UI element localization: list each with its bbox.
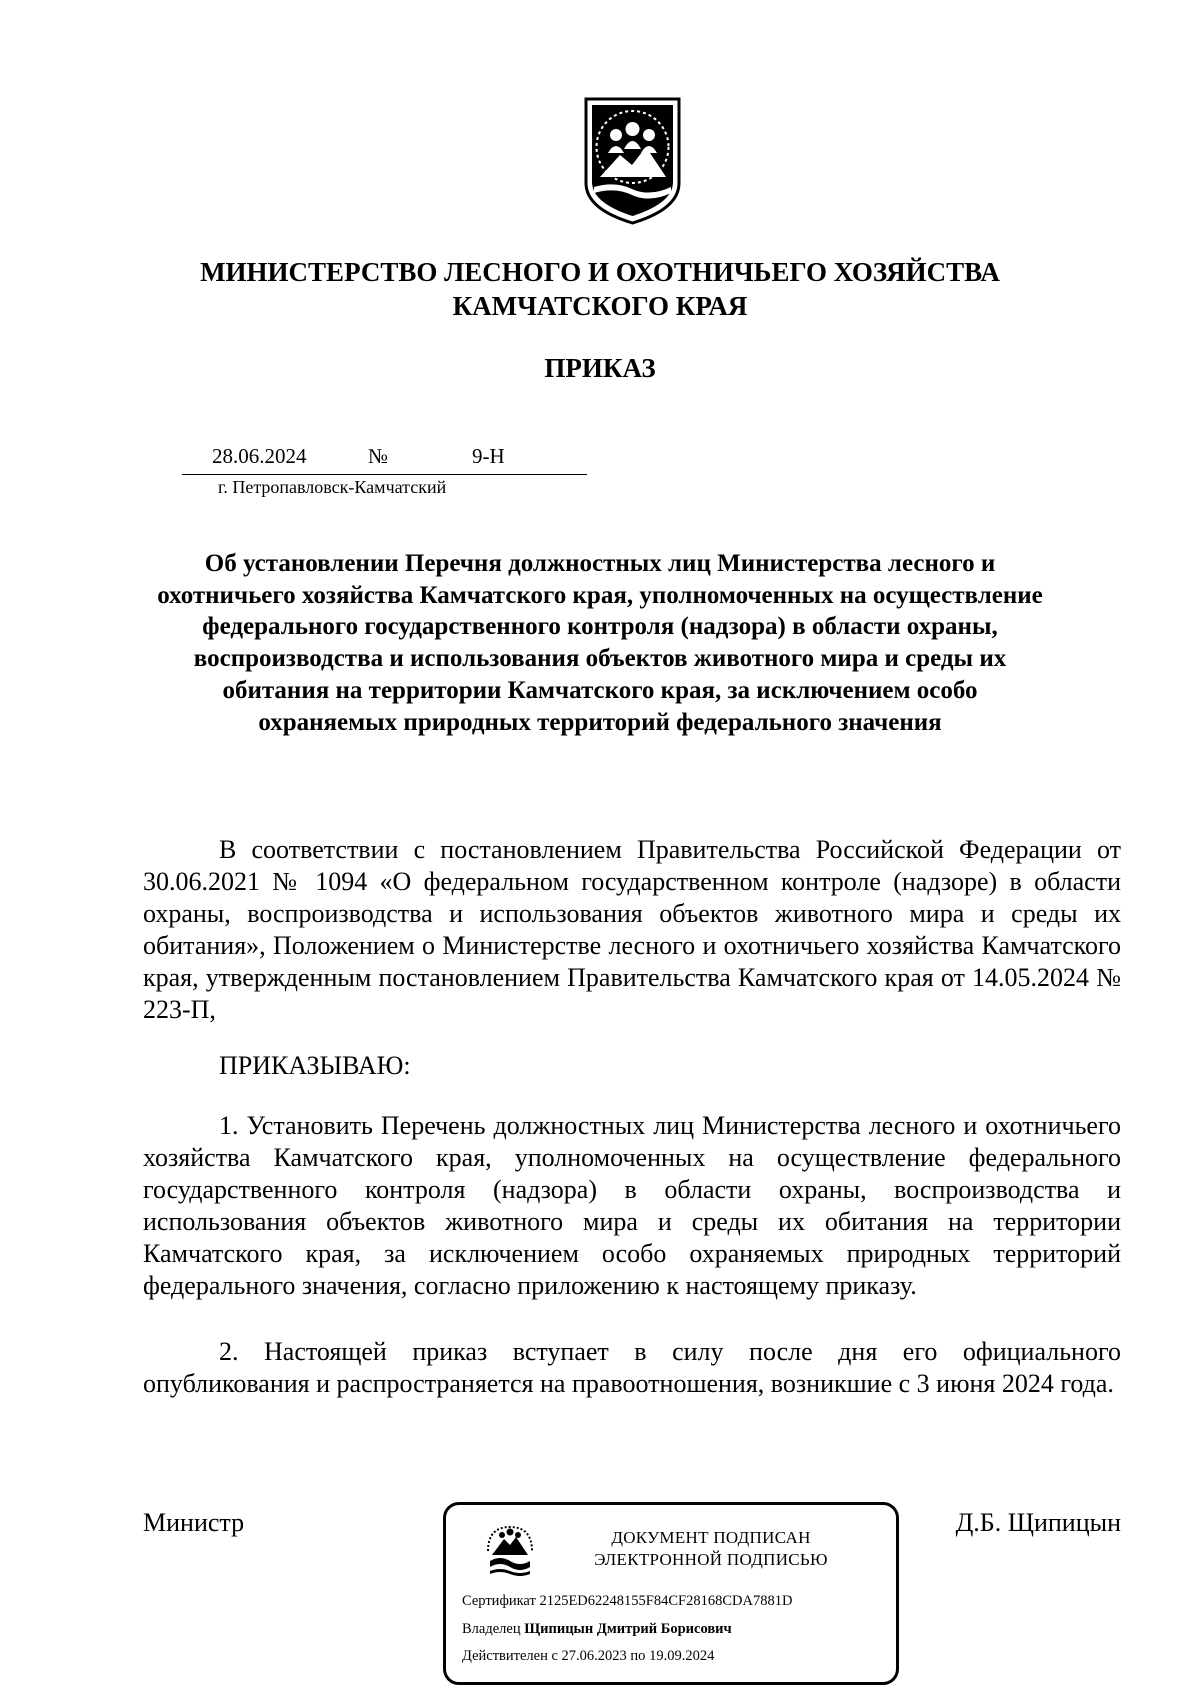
ministry-title	[0, 255, 1200, 323]
number-sign: №	[368, 444, 389, 468]
electronic-signature-stamp	[443, 1502, 899, 1685]
valid-to: 19.09.2024	[649, 1648, 715, 1664]
order-item-2: 2. Настоящей приказ вступает в силу после дня его официального опубликования и распространяется на правоотношения, возникшие с 3 июня 2024 года.	[143, 1337, 1121, 1398]
coat-of-arms-icon	[484, 1521, 536, 1577]
document-subject: Об установлении Перечня должностных лиц Министерства лесного и охотничьего хозяйства Камчатского края, уполномоченных на осуществление федерального государственного контроля (надзора) в области охраны, воспроизводства и использования объектов животного мира и среды их обитания на территории Камчатского края, за исключением особо охраняемых природных территорий федерального значения	[157, 550, 1043, 736]
document-type: ПРИКАЗ	[544, 353, 656, 383]
owner-label: Владелец	[462, 1621, 521, 1637]
valid-from: 27.06.2023	[561, 1648, 627, 1664]
order-item-1: 1. Установить Перечень должностных лиц Министерства лесного и охотничьего хозяйства Камчатского края, уполномоченных на осуществление федерального государственного контроля (надзора) в области охраны, воспроизводства и использования объектов животного мира и среды их обитания на территории Камчатского края, за исключением особо охраняемых природных территорий федерального значения, согласно приложению к настоящему приказу.	[143, 1111, 1121, 1300]
stamp-title	[546, 1527, 876, 1571]
ministry-title-line1: МИНИСТЕРСТВО ЛЕСНОГО И ОХОТНИЧЬЕГО ХОЗЯЙСТВА	[200, 257, 1000, 287]
valid-to-label: по	[630, 1648, 646, 1664]
signer-name: Д.Б. Щипицын	[955, 1508, 1121, 1537]
owner-value: Щипицын Дмитрий Борисович	[524, 1621, 732, 1637]
valid-label: Действителен с	[462, 1648, 558, 1664]
city: г. Петропавловск-Камчатский	[218, 477, 447, 497]
stamp-validity	[462, 1648, 714, 1665]
preamble-paragraph: В соответствии с постановлением Правительства Российской Федерации от 30.06.2021 № 1094 «О федеральном государственном контроле (надзоре) в области охраны, воспроизводства и использования объектов животного мира и среды их обитания», Положением о Министерстве лесного и охотничьего хозяйства Камчатского края, утвержденным постановлением Правительства Камчатского края от 14.05.2024 № 223-П,	[143, 835, 1121, 1024]
date-number-row	[182, 444, 587, 475]
coat-of-arms-icon	[580, 95, 685, 227]
document-date: 28.06.2024	[212, 444, 307, 468]
stamp-title-line2: ЭЛЕКТРОННОЙ ПОДПИСЬЮ	[594, 1550, 828, 1569]
stamp-owner	[462, 1621, 732, 1638]
signer-position: Министр	[143, 1508, 245, 1537]
certificate-label: Сертификат	[462, 1593, 536, 1609]
stamp-certificate	[462, 1593, 792, 1610]
stamp-title-line1: ДОКУМЕНТ ПОДПИСАН	[611, 1528, 811, 1547]
document-number: 9-Н	[472, 444, 505, 468]
certificate-value: 2125ED62248155F84CF28168CDA7881D	[539, 1593, 793, 1609]
order-word: ПРИКАЗЫВАЮ:	[219, 1051, 411, 1080]
ministry-title-line2: КАМЧАТСКОГО КРАЯ	[452, 291, 748, 321]
